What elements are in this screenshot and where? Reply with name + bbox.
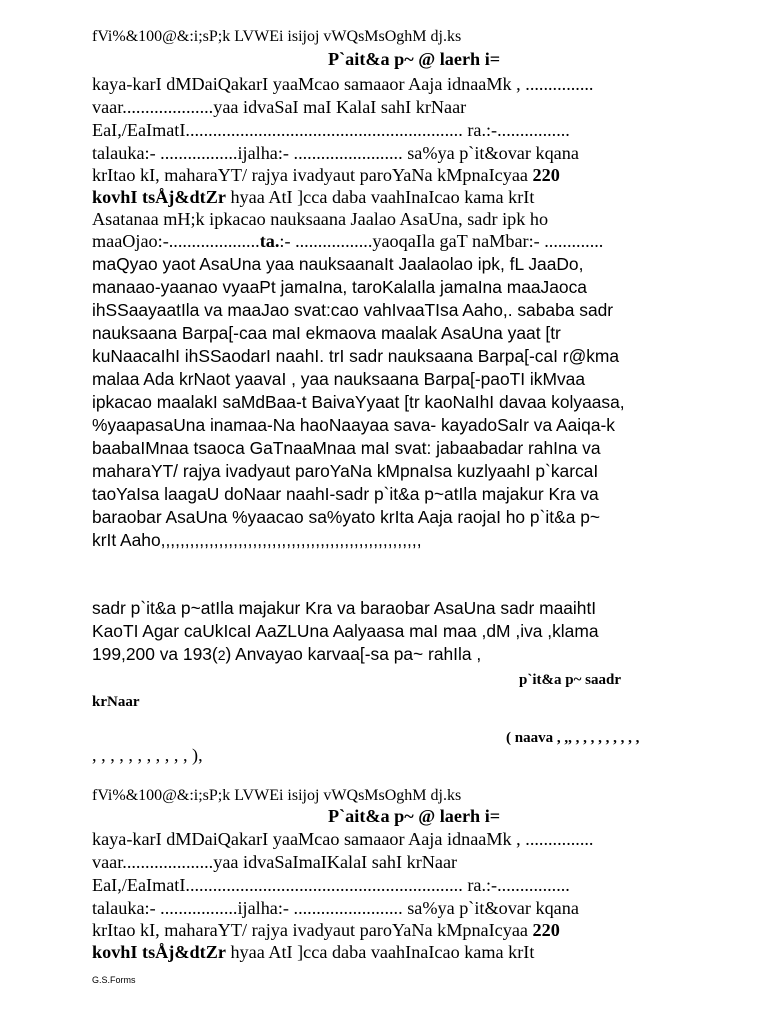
body-line: krIt Aaho,,,,,,,,,,,,,,,,,,,,,,,,,,,,,,,,,,,,,,,,,,,,,,,,,,,,,,	[92, 530, 422, 550]
voltage-value: 220	[532, 920, 560, 940]
body-text: krItao kI, maharaYT/ rajya ivadyaut paroYaNa kMpnaIcyaa	[92, 920, 533, 940]
footer-label: G.S.Forms	[92, 975, 136, 985]
body-line	[92, 941, 534, 963]
body-line: kaya-karI dMDaiQakarI yaaMcao samaaor Aaja idnaaMk , ...............	[92, 829, 594, 849]
body-line: vaar....................yaa idvaSaI maI KalaI sahI krNaar	[92, 97, 467, 117]
voltage-value: 220	[532, 165, 560, 185]
body-line	[92, 164, 560, 186]
body-text: hyaa AtI ]cca daba vaahInaIcao kama krIt	[225, 942, 535, 962]
body-line: baabaIMnaa tsaoca GaTnaaMnaa maI svat: jabaabadar rahIna va	[92, 438, 601, 458]
body-line: taoYaIsa laagaU doNaar naahI-sadr p`it&a p~atIla majakur Kra va	[92, 484, 599, 504]
taluka-label: ta.	[259, 231, 280, 251]
body-line: %yaapasaUna inamaa-Na haoNaayaa sava- kayadoSaIr va Aaiqa-k	[92, 415, 615, 435]
body-text: 199,200 va 193(	[92, 644, 218, 664]
signature-label: p`it&a p~ saadr	[519, 672, 621, 688]
body-text: hyaa AtI ]cca daba vaahInaIcao kama krIt	[225, 187, 535, 207]
body-line	[92, 643, 481, 666]
body-text: 2	[217, 647, 226, 663]
body-line: vaar....................yaa idvaSaImaIKalaI sahI krNaar	[92, 852, 458, 872]
body-line	[92, 186, 534, 208]
voltage-unit: kovhI tsÅj&dtZr	[92, 942, 226, 962]
form-title: P`ait&a p~ @ laerh i=	[328, 806, 501, 826]
body-text: maaOjao:-....................	[92, 231, 260, 251]
body-text: ) Anvayao karvaa[-sa pa~ rahIla ,	[225, 644, 482, 664]
body-line: ihSSaayaatIla va maaJao svat:cao vahIvaaTIsa Aaho,. sababa sadr	[92, 300, 614, 320]
body-line: KaoTI Agar caUkIcaI AaZLUna Aalyaasa maI maa ,dM ,iva ,klama	[92, 621, 599, 641]
body-line: kaya-karI dMDaiQakarI yaaMcao samaaor Aaja idnaaMk , ...............	[92, 74, 594, 94]
body-line: maharaYT/ rajya ivadyaut paroYaNa kMpnaIsa kuzlyaahI p`karcaI	[92, 461, 599, 481]
body-line: talauka:- .................ijalha:- ........................ sa%ya p`it&ovar kqana	[92, 143, 579, 163]
body-line: talauka:- .................ijalha:- ........................ sa%ya p`it&ovar kqana	[92, 898, 579, 918]
name-field-label: ( naava , ,, , , , , , , , , ,	[506, 730, 640, 746]
body-line	[92, 230, 603, 252]
voltage-unit: kovhI tsÅj&dtZr	[92, 187, 226, 207]
form-title: P`ait&a p~ @ laerh i=	[328, 49, 501, 69]
body-line: ipkacao maalakI saMdBaa-t BaivaYyaat [tr kaoNaIhI davaa kolyaasa,	[92, 392, 625, 412]
body-line: baraobar AsaUna %yaacao sa%yato krIta Aaja raojaI ho p`it&a p~	[92, 507, 601, 527]
body-text: :- .................yaoqaIla gaT naMbar:- .............	[279, 231, 604, 251]
body-line: Asatanaa mH;k ipkacao nauksaana Jaalao AsaUna, sadr ipk ho	[92, 209, 549, 229]
body-line: manaao-yaanao vyaaPt jamaIna, taroKalaIla jamaIna maaJaoca	[92, 277, 587, 297]
body-line: nauksaana Barpa[-caa maI ekmaova maalak AsaUna yaat [tr	[92, 323, 561, 343]
name-field-line: , , , , , , , , , , , ),	[92, 745, 203, 765]
body-text: krItao kI, maharaYT/ rajya ivadyaut paroYaNa kMpnaIcyaa	[92, 165, 533, 185]
form-header: fVi%&100@&:i;sP;k LVWEi isijoj vWQsMsOghM dj.ks	[92, 28, 462, 45]
signature-label: krNaar	[92, 694, 140, 710]
body-line: sadr p`it&a p~atIla majakur Kra va baraobar AsaUna sadr maaihtI	[92, 598, 597, 618]
body-line	[92, 919, 560, 941]
body-line: EaI,/EaImatI............................................................. ra.:-................	[92, 120, 570, 140]
body-line: maQyao yaot AsaUna yaa nauksaanaIt Jaalaolao ipk, fL JaaDo,	[92, 254, 584, 274]
body-line: kuNaacaIhI ihSSaodarI naahI. trI sadr nauksaana Barpa[-caI r@kma	[92, 346, 620, 366]
form-header: fVi%&100@&:i;sP;k LVWEi isijoj vWQsMsOghM dj.ks	[92, 787, 462, 804]
body-line: EaI,/EaImatI............................................................. ra.:-................	[92, 875, 570, 895]
body-line: malaa Ada krNaot yaavaI , yaa nauksaana Barpa[-paoTI ikMvaa	[92, 369, 586, 389]
